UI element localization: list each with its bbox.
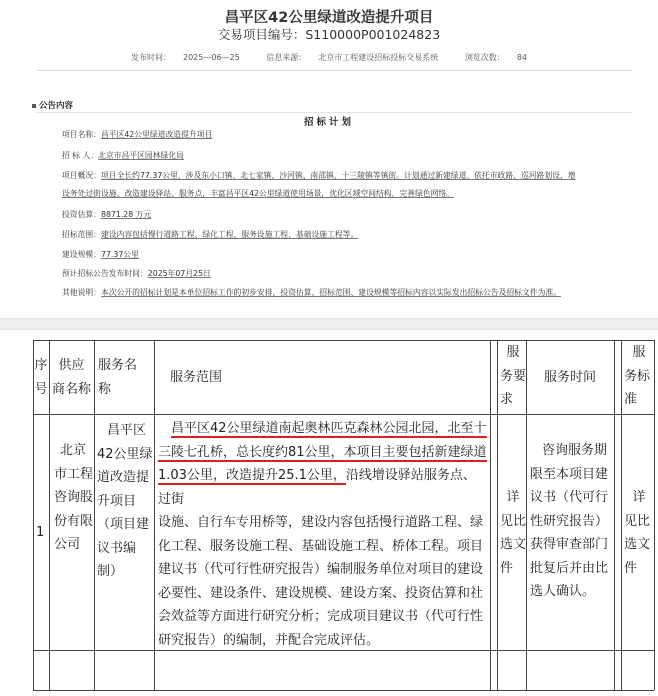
notice-row <box>62 188 454 199</box>
row-label: 其他说明： <box>62 288 101 297</box>
notice-row <box>62 229 358 240</box>
row-label: 项目概况： <box>62 171 101 180</box>
table-border <box>614 340 615 690</box>
row-value: 本次公开的招标计划是本单位招标工作的初步安排，投资估算、招标范围、建设规模等招标内容以实际发出招标公告及招标文件为准。 <box>100 288 561 297</box>
scope-line <box>158 417 488 441</box>
scope-line <box>158 629 488 653</box>
table-border <box>654 340 655 690</box>
row-value: 建设内容包括慢行道路工程、绿化工程、服务设施工程、基础设施工程等。 <box>100 230 359 239</box>
service-name: 昌平区 42公里绿 道改造提 升项目 （项目建 议书编 制） <box>97 423 153 579</box>
scope-text: 沿线增设驿站服务点、过街 <box>158 468 476 507</box>
table-border <box>497 340 498 690</box>
section-title: 公告内容 <box>39 101 74 111</box>
service-standard: 详 见比 选文 件 <box>624 490 651 576</box>
row-value: 2025年07月25日 <box>147 269 211 278</box>
row-label: 招标范围： <box>62 230 101 239</box>
header-supplier: 供应 商名称 <box>51 358 91 397</box>
row-value: 北京市昌平区园林绿化局 <box>98 151 184 160</box>
table-border <box>621 340 622 690</box>
scope-text: 化工程、服务设施工程、基础设施工程、桥体工程。项目 <box>158 538 484 554</box>
section-heading <box>32 99 73 111</box>
scope-text: 设施、自行车专用桥等，建设内容包括慢行道路工程、绿 <box>158 515 484 530</box>
row-label: 预计招标公告发布时间： <box>62 269 148 278</box>
image-separator <box>0 318 658 330</box>
row-value: 设务处过街设施、改造建设驿站、服务点，丰富昌平区42公里绿道使用场景，优化区域空间结构，完善绿色网络。 <box>62 189 454 198</box>
header-no: 序 号 <box>34 358 48 397</box>
plan-title: 招标计划 <box>303 117 354 128</box>
row-value: 77.37公里 <box>100 250 139 259</box>
notice-row <box>62 249 139 260</box>
notice-row <box>62 268 211 279</box>
source-value: 北京市工程建设招标投标交易系统 <box>318 53 439 62</box>
table-border <box>33 340 654 341</box>
header-requirement: 服 务要 求 <box>500 345 527 407</box>
service-scope <box>158 417 488 652</box>
notice-row <box>62 209 151 220</box>
notice-row <box>62 150 184 161</box>
row-label: 建设规模： <box>62 250 101 259</box>
scope-highlight: 1.03公里，改造提升25.1公里， <box>158 468 346 483</box>
header-service-name: 服务名 称 <box>98 358 138 397</box>
scope-line <box>158 605 488 629</box>
notice-panel <box>0 0 658 316</box>
row-number: 1 <box>36 525 45 540</box>
views-value: 84 <box>516 53 527 62</box>
table-border <box>94 340 95 690</box>
row-label: 招 标 人： <box>62 151 99 160</box>
row-label: 投资估算： <box>62 210 101 219</box>
scope-highlight: 三陵七孔桥，总长度约81公里，本项目主要包括新建绿道 <box>158 444 487 460</box>
scope-line <box>158 535 488 559</box>
supplier-name: 北京 市工程 咨询股 份有限 公司 <box>54 443 94 552</box>
row-value: 8871.28 万元 <box>100 210 152 219</box>
section-divider <box>36 112 632 113</box>
notice-row <box>62 287 561 298</box>
header-divider <box>36 70 632 71</box>
views-label: 浏览次数： <box>464 53 505 62</box>
row-label: 项目名称： <box>62 130 101 139</box>
scope-line <box>158 441 488 465</box>
table-border <box>490 340 491 690</box>
table-border <box>154 340 155 690</box>
bullet-icon <box>32 104 36 108</box>
header-standard: 服 务标 准 <box>624 345 651 407</box>
scope-line <box>158 558 488 582</box>
scope-line <box>158 464 488 511</box>
code-label: 交易项目编号： <box>217 27 306 42</box>
source-label: 信息来源： <box>266 53 307 62</box>
publish-value: 2025—06—25 <box>183 53 240 62</box>
row-value: 昌平区42公里绿道改造提升项目 <box>100 130 213 139</box>
table-border <box>526 340 527 690</box>
scope-line <box>158 511 488 535</box>
table-border <box>33 414 654 415</box>
service-time: 咨询服务期 限至本项目建 议书（代可行 性研究报告） 获得审查部门 批复后并由比 选人确认。 <box>530 443 609 599</box>
code-value: S110000P001024823 <box>305 27 441 42</box>
meta-info <box>0 52 658 63</box>
scope-highlight: 昌平区42公里绿道南起奥林匹克森林公园北园，北至十 <box>171 421 487 436</box>
transaction-code <box>0 25 658 43</box>
table-border <box>33 690 654 691</box>
scope-text: 必要性、建设条件、建设规模、建设方案、投资估算和社 <box>158 585 484 601</box>
header-scope: 服务范围 <box>170 370 223 385</box>
project-title: 昌平区42公里绿道改造提升项目 <box>224 10 434 26</box>
row-value: 项目全长约77.37公里，涉及东小口镇、北七家镇、沙河镇、南邵镇、十三陵镇等镇街。计划通过新建绿道、依托市政路、巡河路划设、增 <box>100 171 576 180</box>
header-time: 服务时间 <box>543 370 596 385</box>
scope-text: 建议书（代可行性研究报告）编制服务单位对项目的建设 <box>158 562 484 577</box>
scope-line <box>158 582 488 606</box>
publish-label: 发布时间： <box>131 53 171 62</box>
service-requirement: 详 见比 选文 件 <box>500 490 527 576</box>
notice-row <box>62 129 212 140</box>
scope-text: 会效益等方面进行研究分析；完成项目建议书（代可行性 <box>158 609 484 624</box>
scope-text: 研究报告）的编制，并配合完成评估。 <box>158 632 380 648</box>
notice-row <box>62 170 576 181</box>
